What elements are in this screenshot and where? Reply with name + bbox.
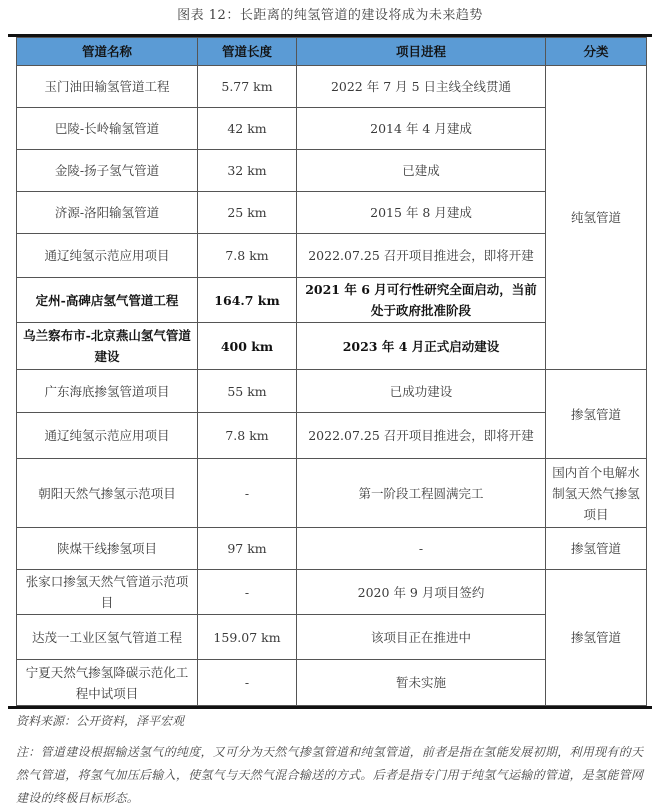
cell-length: 25 km — [198, 192, 297, 234]
cell-progress: 2021 年 6 月可行性研究全面启动，当前处于政府批准阶段 — [297, 278, 546, 323]
cell-length: 97 km — [198, 528, 297, 570]
cell-progress: 2022.07.25 召开项目推进会，即将开建 — [297, 234, 546, 278]
cell-name: 宁夏天然气掺氢降碳示范化工程中试项目 — [17, 660, 198, 706]
cell-name: 达茂一工业区氢气管道工程 — [17, 615, 198, 660]
cell-length: - — [198, 459, 297, 528]
cell-progress: 已建成 — [297, 150, 546, 192]
cell-length: 7.8 km — [198, 234, 297, 278]
cell-category: 国内首个电解水制氢天然气掺氢项目 — [546, 459, 647, 528]
cell-name: 玉门油田输氢管道工程 — [17, 66, 198, 108]
cell-category: 掺氢管道 — [546, 528, 647, 570]
bottom-rule — [8, 706, 652, 709]
cell-progress: 2023 年 4 月正式启动建设 — [297, 323, 546, 370]
cell-progress: 2022 年 7 月 5 日主线全线贯通 — [297, 66, 546, 108]
cell-progress: 2022.07.25 召开项目推进会，即将开建 — [297, 413, 546, 459]
cell-name: 通辽纯氢示范应用项目 — [17, 234, 198, 278]
table-row — [17, 66, 647, 108]
cell-length: 159.07 km — [198, 615, 297, 660]
cell-length: - — [198, 660, 297, 706]
cell-name: 通辽纯氢示范应用项目 — [17, 413, 198, 459]
cell-name: 乌兰察布市-北京燕山氢气管道建设 — [17, 323, 198, 370]
cell-progress: 2020 年 9 月项目签约 — [297, 570, 546, 615]
figure-title: 图表 12：长距离的纯氢管道的建设将成为未来趋势 — [177, 8, 483, 23]
cell-name: 定州-高碑店氢气管道工程 — [17, 278, 198, 323]
cell-name: 金陵-扬子氢气管道 — [17, 150, 198, 192]
cell-name: 广东海底掺氢管道项目 — [17, 370, 198, 413]
cell-category: 掺氢管道 — [546, 570, 647, 706]
cell-length: 400 km — [198, 323, 297, 370]
cell-name: 朝阳天然气掺氢示范项目 — [17, 459, 198, 528]
table-header-row — [17, 38, 647, 66]
cell-progress: - — [297, 528, 546, 570]
cell-progress: 第一阶段工程圆满完工 — [297, 459, 546, 528]
table-row — [17, 528, 647, 570]
cell-progress: 该项目正在推进中 — [297, 615, 546, 660]
cell-progress: 暂未实施 — [297, 660, 546, 706]
cell-name: 巴陵-长岭输氢管道 — [17, 108, 198, 150]
cell-name: 济源-洛阳输氢管道 — [17, 192, 198, 234]
cell-length: - — [198, 570, 297, 615]
source-note: 资料来源：公开资料，泽平宏观 — [16, 714, 185, 728]
cell-length: 7.8 km — [198, 413, 297, 459]
cell-progress: 2014 年 4 月建成 — [297, 108, 546, 150]
footnote: 注：管道建设根据输送氢气的纯度，又可分为天然气掺氢管道和纯氢管道，前者是指在氢能发展初期，利用现有的天然气管道，将氢气加压后输入，使氢气与天然气混合输送的方式。后者是指专门用于纯氢气运输的管道，是氢能管网建设的终极目标形态。 — [16, 745, 644, 805]
cell-length: 164.7 km — [198, 278, 297, 323]
table-row — [17, 570, 647, 615]
cell-length: 32 km — [198, 150, 297, 192]
header-pipeline-length: 管道长度 — [198, 38, 297, 66]
cell-progress: 已成功建设 — [297, 370, 546, 413]
cell-name: 张家口掺氢天然气管道示范项目 — [17, 570, 198, 615]
cell-length: 5.77 km — [198, 66, 297, 108]
cell-name: 陕煤干线掺氢项目 — [17, 528, 198, 570]
cell-length: 42 km — [198, 108, 297, 150]
pipeline-table — [16, 37, 647, 706]
cell-length: 55 km — [198, 370, 297, 413]
cell-category: 纯氢管道 — [546, 66, 647, 370]
cell-category: 掺氢管道 — [546, 370, 647, 459]
header-category: 分类 — [546, 38, 647, 66]
table-row — [17, 459, 647, 528]
header-project-progress: 项目进程 — [297, 38, 546, 66]
table-row — [17, 370, 647, 413]
cell-progress: 2015 年 8 月建成 — [297, 192, 546, 234]
header-pipeline-name: 管道名称 — [17, 38, 198, 66]
